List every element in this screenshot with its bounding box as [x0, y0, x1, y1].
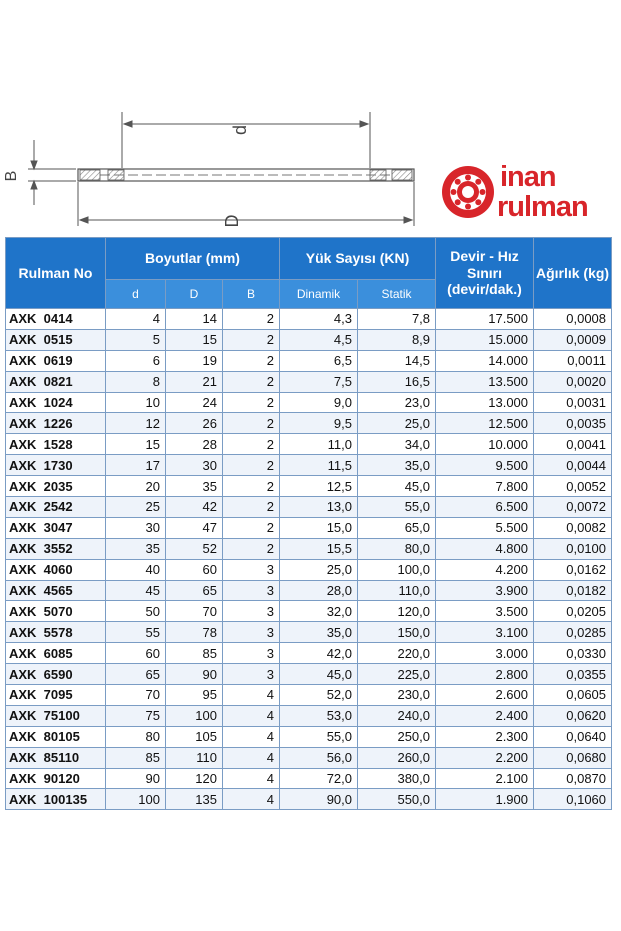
B-cell: 2 [223, 371, 280, 392]
header-boyutlar: Boyutlar (mm) [106, 238, 280, 280]
devir-cell: 12.500 [436, 413, 534, 434]
dinamik-cell: 52,0 [280, 685, 358, 706]
D-cell: 26 [166, 413, 223, 434]
B-cell: 2 [223, 329, 280, 350]
rulman-no-cell: AXK 4565 [6, 580, 106, 601]
d-cell: 75 [106, 705, 166, 726]
table-row [6, 747, 612, 768]
dinamik-cell: 9,5 [280, 413, 358, 434]
bearing-section [78, 169, 414, 181]
rulman-no-cell: AXK 2035 [6, 476, 106, 497]
table-row [6, 497, 612, 518]
D-cell: 35 [166, 476, 223, 497]
dinamik-cell: 15,5 [280, 538, 358, 559]
devir-cell: 13.500 [436, 371, 534, 392]
D-cell: 24 [166, 392, 223, 413]
devir-cell: 15.000 [436, 329, 534, 350]
dinamik-cell: 55,0 [280, 726, 358, 747]
dinamik-cell: 11,0 [280, 434, 358, 455]
rulman-no-cell: AXK 1226 [6, 413, 106, 434]
d-cell: 35 [106, 538, 166, 559]
agirlik-cell: 0,0072 [534, 497, 612, 518]
rulman-no-cell: AXK 1528 [6, 434, 106, 455]
d-cell: 10 [106, 392, 166, 413]
rulman-no-cell: AXK 0619 [6, 350, 106, 371]
statik-cell: 65,0 [358, 517, 436, 538]
statik-cell: 250,0 [358, 726, 436, 747]
statik-cell: 55,0 [358, 497, 436, 518]
agirlik-cell: 0,0605 [534, 685, 612, 706]
devir-cell: 3.500 [436, 601, 534, 622]
devir-cell: 2.300 [436, 726, 534, 747]
statik-cell: 23,0 [358, 392, 436, 413]
B-cell: 2 [223, 538, 280, 559]
statik-cell: 150,0 [358, 622, 436, 643]
d-cell: 12 [106, 413, 166, 434]
D-cell: 42 [166, 497, 223, 518]
statik-cell: 225,0 [358, 664, 436, 685]
agirlik-cell: 0,0044 [534, 455, 612, 476]
d-cell: 65 [106, 664, 166, 685]
D-cell: 65 [166, 580, 223, 601]
table-row [6, 309, 612, 330]
dinamik-cell: 11,5 [280, 455, 358, 476]
rulman-no-cell: AXK 5070 [6, 601, 106, 622]
rulman-no-cell: AXK 0821 [6, 371, 106, 392]
d-cell: 60 [106, 643, 166, 664]
B-cell: 2 [223, 309, 280, 330]
statik-cell: 220,0 [358, 643, 436, 664]
dinamik-cell: 25,0 [280, 559, 358, 580]
D-dimension [78, 182, 414, 226]
B-cell: 3 [223, 643, 280, 664]
devir-cell: 2.800 [436, 664, 534, 685]
agirlik-cell: 0,0009 [534, 329, 612, 350]
statik-cell: 240,0 [358, 705, 436, 726]
devir-cell: 14.000 [436, 350, 534, 371]
d-cell: 30 [106, 517, 166, 538]
rulman-no-cell: AXK 0515 [6, 329, 106, 350]
rulman-no-cell: AXK 0414 [6, 309, 106, 330]
devir-cell: 7.800 [436, 476, 534, 497]
B-cell: 2 [223, 350, 280, 371]
devir-cell: 17.500 [436, 309, 534, 330]
statik-cell: 14,5 [358, 350, 436, 371]
dinamik-cell: 4,5 [280, 329, 358, 350]
table-row [6, 559, 612, 580]
agirlik-cell: 0,0355 [534, 664, 612, 685]
devir-cell: 4.200 [436, 559, 534, 580]
subheader-D: D [166, 280, 223, 309]
rulman-no-cell: AXK 5578 [6, 622, 106, 643]
table-row [6, 580, 612, 601]
agirlik-cell: 0,0205 [534, 601, 612, 622]
bearing-icon [442, 166, 494, 218]
B-cell: 3 [223, 559, 280, 580]
D-cell: 100 [166, 705, 223, 726]
bearing-spec-table [5, 237, 612, 810]
B-cell: 2 [223, 476, 280, 497]
table-row [6, 371, 612, 392]
rulman-no-cell: AXK 1024 [6, 392, 106, 413]
table-row [6, 768, 612, 789]
D-cell: 85 [166, 643, 223, 664]
D-cell: 21 [166, 371, 223, 392]
statik-cell: 110,0 [358, 580, 436, 601]
agirlik-cell: 0,0031 [534, 392, 612, 413]
devir-cell: 6.500 [436, 497, 534, 518]
B-cell: 2 [223, 517, 280, 538]
B-cell: 3 [223, 664, 280, 685]
B-cell: 3 [223, 622, 280, 643]
dinamik-cell: 7,5 [280, 371, 358, 392]
B-cell: 2 [223, 413, 280, 434]
D-cell: 19 [166, 350, 223, 371]
statik-cell: 16,5 [358, 371, 436, 392]
devir-cell: 3.100 [436, 622, 534, 643]
devir-cell: 4.800 [436, 538, 534, 559]
statik-cell: 7,8 [358, 309, 436, 330]
table-row [6, 517, 612, 538]
devir-cell: 2.200 [436, 747, 534, 768]
dinamik-cell: 15,0 [280, 517, 358, 538]
d-cell: 85 [106, 747, 166, 768]
agirlik-cell: 0,0285 [534, 622, 612, 643]
D-cell: 110 [166, 747, 223, 768]
agirlik-cell: 0,0041 [534, 434, 612, 455]
B-cell: 2 [223, 497, 280, 518]
B-cell: 4 [223, 685, 280, 706]
D-cell: 47 [166, 517, 223, 538]
devir-cell: 5.500 [436, 517, 534, 538]
agirlik-cell: 0,0620 [534, 705, 612, 726]
D-cell: 15 [166, 329, 223, 350]
table-row [6, 601, 612, 622]
statik-cell: 45,0 [358, 476, 436, 497]
d-cell: 45 [106, 580, 166, 601]
devir-cell: 10.000 [436, 434, 534, 455]
statik-cell: 25,0 [358, 413, 436, 434]
D-cell: 78 [166, 622, 223, 643]
dinamik-cell: 72,0 [280, 768, 358, 789]
dinamik-cell: 9,0 [280, 392, 358, 413]
agirlik-cell: 0,0182 [534, 580, 612, 601]
agirlik-cell: 0,0082 [534, 517, 612, 538]
dinamik-cell: 12,5 [280, 476, 358, 497]
statik-cell: 34,0 [358, 434, 436, 455]
statik-cell: 260,0 [358, 747, 436, 768]
label-D: D [222, 214, 242, 228]
dinamik-cell: 13,0 [280, 497, 358, 518]
devir-cell: 3.000 [436, 643, 534, 664]
B-cell: 4 [223, 747, 280, 768]
header-devir: Devir - Hız Sınırı (devir/dak.) [436, 238, 534, 309]
table-row [6, 350, 612, 371]
rulman-no-cell: AXK 80105 [6, 726, 106, 747]
agirlik-cell: 0,0680 [534, 747, 612, 768]
agirlik-cell: 0,0100 [534, 538, 612, 559]
d-cell: 25 [106, 497, 166, 518]
B-cell: 2 [223, 434, 280, 455]
agirlik-cell: 0,1060 [534, 789, 612, 810]
D-cell: 14 [166, 309, 223, 330]
table-row [6, 392, 612, 413]
devir-cell: 3.900 [436, 580, 534, 601]
dinamik-cell: 32,0 [280, 601, 358, 622]
statik-cell: 8,9 [358, 329, 436, 350]
D-cell: 28 [166, 434, 223, 455]
D-cell: 70 [166, 601, 223, 622]
statik-cell: 550,0 [358, 789, 436, 810]
table-row [6, 455, 612, 476]
D-cell: 60 [166, 559, 223, 580]
rulman-no-cell: AXK 85110 [6, 747, 106, 768]
table-row [6, 329, 612, 350]
devir-cell: 13.000 [436, 392, 534, 413]
dinamik-cell: 53,0 [280, 705, 358, 726]
devir-cell: 1.900 [436, 789, 534, 810]
dinamik-cell: 6,5 [280, 350, 358, 371]
dinamik-cell: 42,0 [280, 643, 358, 664]
D-cell: 135 [166, 789, 223, 810]
devir-cell: 2.100 [436, 768, 534, 789]
d-cell: 80 [106, 726, 166, 747]
agirlik-cell: 0,0162 [534, 559, 612, 580]
dinamik-cell: 4,3 [280, 309, 358, 330]
subheader-d: d [106, 280, 166, 309]
d-cell: 100 [106, 789, 166, 810]
D-cell: 105 [166, 726, 223, 747]
statik-cell: 80,0 [358, 538, 436, 559]
header-yuk-sayisi: Yük Sayısı (KN) [280, 238, 436, 280]
agirlik-cell: 0,0035 [534, 413, 612, 434]
d-cell: 70 [106, 685, 166, 706]
header-agirlik: Ağırlık (kg) [534, 238, 612, 309]
statik-cell: 120,0 [358, 601, 436, 622]
B-cell: 3 [223, 601, 280, 622]
d-cell: 8 [106, 371, 166, 392]
rulman-no-cell: AXK 3552 [6, 538, 106, 559]
d-cell: 50 [106, 601, 166, 622]
table-row [6, 622, 612, 643]
rulman-no-cell: AXK 100135 [6, 789, 106, 810]
agirlik-cell: 0,0008 [534, 309, 612, 330]
logo-text-rulman: rulman [497, 191, 588, 223]
rulman-no-cell: AXK 3047 [6, 517, 106, 538]
B-dimension [28, 140, 76, 205]
D-cell: 52 [166, 538, 223, 559]
label-B: B [3, 170, 20, 182]
D-cell: 95 [166, 685, 223, 706]
agirlik-cell: 0,0011 [534, 350, 612, 371]
B-cell: 4 [223, 705, 280, 726]
table-row [6, 413, 612, 434]
d-cell: 15 [106, 434, 166, 455]
dinamik-cell: 28,0 [280, 580, 358, 601]
B-cell: 4 [223, 726, 280, 747]
rulman-no-cell: AXK 6085 [6, 643, 106, 664]
d-dimension [122, 112, 370, 168]
d-cell: 40 [106, 559, 166, 580]
d-cell: 20 [106, 476, 166, 497]
statik-cell: 380,0 [358, 768, 436, 789]
statik-cell: 35,0 [358, 455, 436, 476]
d-cell: 5 [106, 329, 166, 350]
statik-cell: 100,0 [358, 559, 436, 580]
table-row [6, 476, 612, 497]
dinamik-cell: 35,0 [280, 622, 358, 643]
dinamik-cell: 56,0 [280, 747, 358, 768]
dinamik-cell: 90,0 [280, 789, 358, 810]
d-cell: 4 [106, 309, 166, 330]
d-cell: 17 [106, 455, 166, 476]
table-row [6, 538, 612, 559]
table-row [6, 726, 612, 747]
devir-cell: 9.500 [436, 455, 534, 476]
d-cell: 90 [106, 768, 166, 789]
statik-cell: 230,0 [358, 685, 436, 706]
D-cell: 30 [166, 455, 223, 476]
label-d: d [230, 124, 250, 136]
table-row [6, 434, 612, 455]
header-rulman-no: Rulman No [6, 238, 106, 309]
devir-cell: 2.600 [436, 685, 534, 706]
B-cell: 4 [223, 768, 280, 789]
B-cell: 3 [223, 580, 280, 601]
rulman-no-cell: AXK 7095 [6, 685, 106, 706]
dinamik-cell: 45,0 [280, 664, 358, 685]
d-cell: 55 [106, 622, 166, 643]
agirlik-cell: 0,0870 [534, 768, 612, 789]
agirlik-cell: 0,0052 [534, 476, 612, 497]
rulman-no-cell: AXK 90120 [6, 768, 106, 789]
table-row [6, 643, 612, 664]
table-row [6, 789, 612, 810]
agirlik-cell: 0,0330 [534, 643, 612, 664]
D-cell: 90 [166, 664, 223, 685]
subheader-B: B [223, 280, 280, 309]
B-cell: 2 [223, 455, 280, 476]
subheader-statik: Statik [358, 280, 436, 309]
devir-cell: 2.400 [436, 705, 534, 726]
rulman-no-cell: AXK 75100 [6, 705, 106, 726]
agirlik-cell: 0,0020 [534, 371, 612, 392]
table-row [6, 705, 612, 726]
subheader-dinamik: Dinamik [280, 280, 358, 309]
table-row [6, 685, 612, 706]
table-row [6, 664, 612, 685]
agirlik-cell: 0,0640 [534, 726, 612, 747]
rulman-no-cell: AXK 6590 [6, 664, 106, 685]
D-cell: 120 [166, 768, 223, 789]
logo-text-inan: inan [500, 161, 556, 193]
B-cell: 4 [223, 789, 280, 810]
rulman-no-cell: AXK 4060 [6, 559, 106, 580]
rulman-no-cell: AXK 1730 [6, 455, 106, 476]
d-cell: 6 [106, 350, 166, 371]
B-cell: 2 [223, 392, 280, 413]
rulman-no-cell: AXK 2542 [6, 497, 106, 518]
